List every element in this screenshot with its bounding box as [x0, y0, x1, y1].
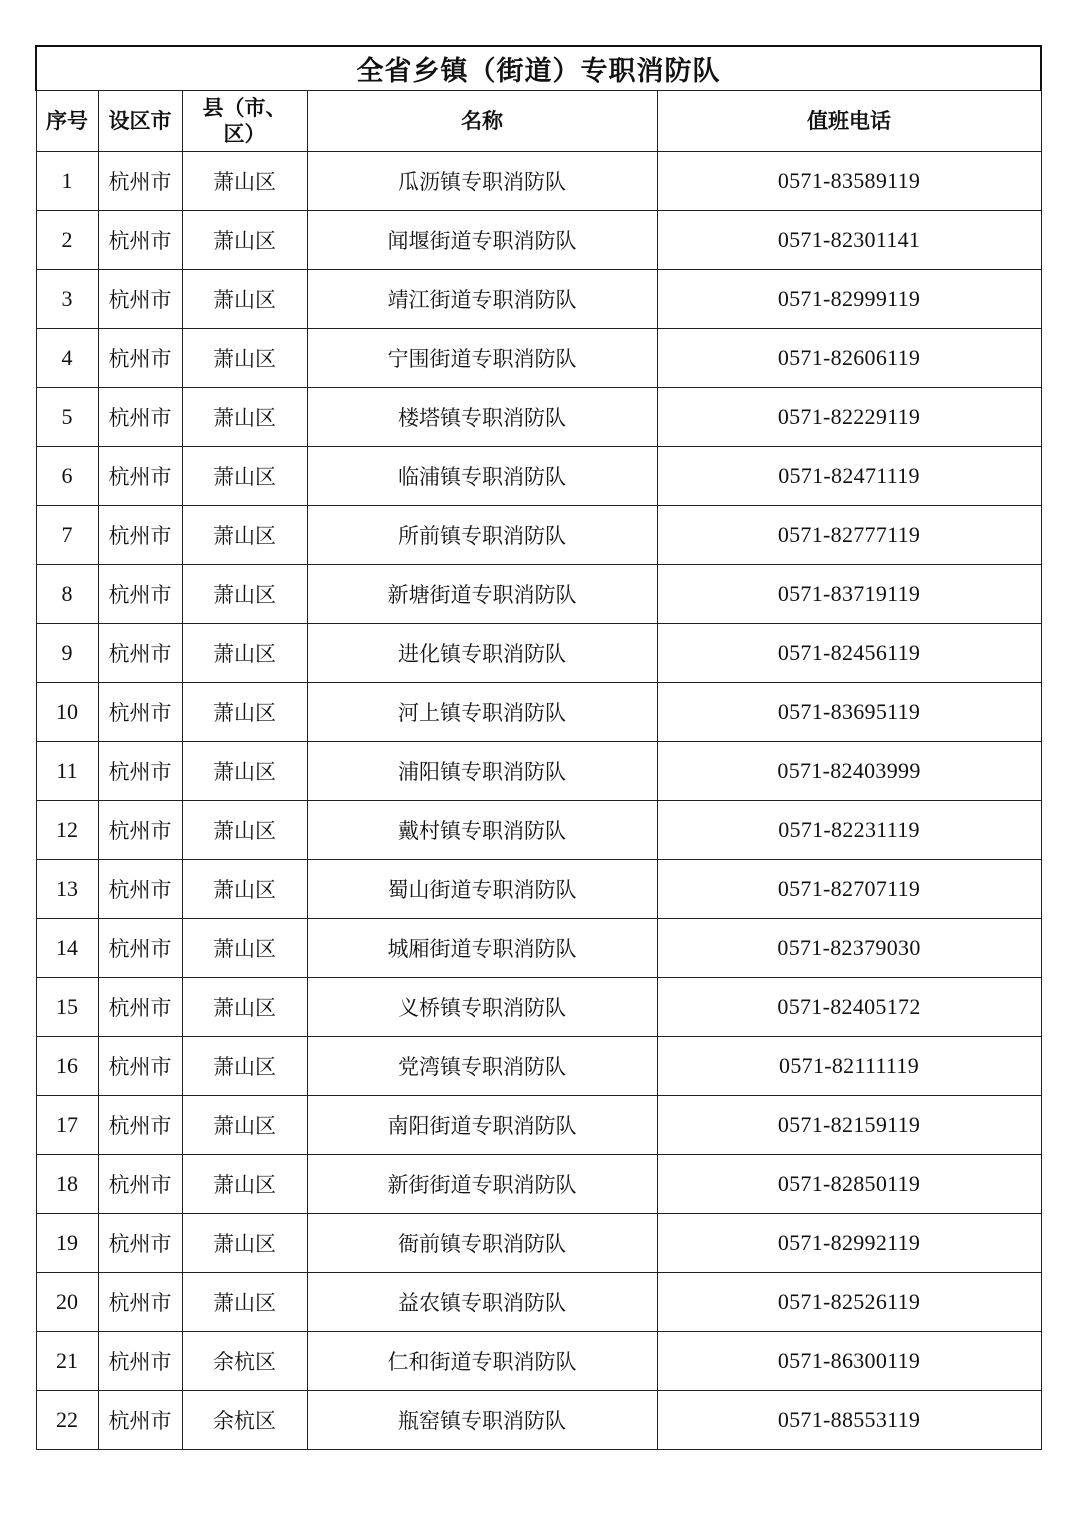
cell-county: 余杭区	[182, 1332, 307, 1391]
cell-county: 萧山区	[182, 152, 307, 211]
table-row	[36, 329, 1041, 388]
header-name: 名称	[307, 91, 657, 152]
cell-city: 杭州市	[98, 211, 182, 270]
header-index: 序号	[36, 91, 98, 152]
table-row	[36, 742, 1041, 801]
header-phone: 值班电话	[657, 91, 1041, 152]
cell-index: 3	[36, 270, 98, 329]
table-row	[36, 152, 1041, 211]
fire-brigade-table-sheet	[35, 45, 1040, 1450]
table-row	[36, 1214, 1041, 1273]
table-row	[36, 1391, 1041, 1450]
table-title: 全省乡镇（街道）专职消防队	[36, 46, 1041, 91]
table-row	[36, 270, 1041, 329]
cell-county: 萧山区	[182, 860, 307, 919]
cell-city: 杭州市	[98, 1273, 182, 1332]
cell-phone: 0571-82992119	[657, 1214, 1041, 1273]
table-row	[36, 978, 1041, 1037]
cell-phone: 0571-82231119	[657, 801, 1041, 860]
cell-name: 仁和街道专职消防队	[307, 1332, 657, 1391]
cell-name: 进化镇专职消防队	[307, 624, 657, 683]
cell-index: 22	[36, 1391, 98, 1450]
cell-city: 杭州市	[98, 565, 182, 624]
cell-name: 浦阳镇专职消防队	[307, 742, 657, 801]
table-row	[36, 1332, 1041, 1391]
cell-phone: 0571-82526119	[657, 1273, 1041, 1332]
cell-county: 萧山区	[182, 978, 307, 1037]
cell-phone: 0571-83719119	[657, 565, 1041, 624]
cell-index: 2	[36, 211, 98, 270]
cell-county: 萧山区	[182, 1155, 307, 1214]
cell-index: 18	[36, 1155, 98, 1214]
cell-county: 萧山区	[182, 211, 307, 270]
cell-phone: 0571-83695119	[657, 683, 1041, 742]
cell-index: 5	[36, 388, 98, 447]
cell-index: 8	[36, 565, 98, 624]
cell-index: 15	[36, 978, 98, 1037]
cell-city: 杭州市	[98, 1037, 182, 1096]
cell-city: 杭州市	[98, 1096, 182, 1155]
cell-phone: 0571-82456119	[657, 624, 1041, 683]
cell-phone: 0571-88553119	[657, 1391, 1041, 1450]
cell-city: 杭州市	[98, 860, 182, 919]
cell-name: 瓶窑镇专职消防队	[307, 1391, 657, 1450]
cell-name: 义桥镇专职消防队	[307, 978, 657, 1037]
cell-index: 4	[36, 329, 98, 388]
cell-city: 杭州市	[98, 1391, 182, 1450]
cell-phone: 0571-82850119	[657, 1155, 1041, 1214]
cell-index: 14	[36, 919, 98, 978]
header-row	[36, 91, 1041, 152]
header-city: 设区市	[98, 91, 182, 152]
table-row	[36, 683, 1041, 742]
table-row	[36, 801, 1041, 860]
cell-index: 17	[36, 1096, 98, 1155]
header-county-line1: 县（市、	[202, 95, 287, 120]
cell-county: 萧山区	[182, 683, 307, 742]
cell-city: 杭州市	[98, 978, 182, 1037]
cell-name: 益农镇专职消防队	[307, 1273, 657, 1332]
cell-city: 杭州市	[98, 329, 182, 388]
cell-phone: 0571-82403999	[657, 742, 1041, 801]
cell-county: 萧山区	[182, 1273, 307, 1332]
cell-phone: 0571-82229119	[657, 388, 1041, 447]
cell-phone: 0571-82379030	[657, 919, 1041, 978]
cell-city: 杭州市	[98, 801, 182, 860]
cell-county: 萧山区	[182, 329, 307, 388]
cell-name: 新塘街道专职消防队	[307, 565, 657, 624]
cell-index: 16	[36, 1037, 98, 1096]
cell-phone: 0571-82111119	[657, 1037, 1041, 1096]
cell-index: 7	[36, 506, 98, 565]
cell-county: 萧山区	[182, 1096, 307, 1155]
table-row	[36, 1155, 1041, 1214]
table-row	[36, 447, 1041, 506]
cell-phone: 0571-83589119	[657, 152, 1041, 211]
header-county-line2: 区）	[223, 121, 266, 146]
cell-index: 6	[36, 447, 98, 506]
cell-index: 9	[36, 624, 98, 683]
cell-name: 河上镇专职消防队	[307, 683, 657, 742]
cell-phone: 0571-82301141	[657, 211, 1041, 270]
cell-county: 萧山区	[182, 624, 307, 683]
fire-brigade-table	[35, 45, 1042, 1450]
cell-county: 萧山区	[182, 1037, 307, 1096]
cell-city: 杭州市	[98, 152, 182, 211]
cell-county: 萧山区	[182, 565, 307, 624]
cell-name: 衙前镇专职消防队	[307, 1214, 657, 1273]
cell-name: 楼塔镇专职消防队	[307, 388, 657, 447]
table-body	[36, 152, 1041, 1450]
cell-index: 12	[36, 801, 98, 860]
cell-county: 萧山区	[182, 919, 307, 978]
cell-phone: 0571-82999119	[657, 270, 1041, 329]
table-row	[36, 211, 1041, 270]
cell-index: 21	[36, 1332, 98, 1391]
cell-name: 南阳街道专职消防队	[307, 1096, 657, 1155]
cell-city: 杭州市	[98, 624, 182, 683]
cell-phone: 0571-82707119	[657, 860, 1041, 919]
cell-index: 10	[36, 683, 98, 742]
cell-name: 新街街道专职消防队	[307, 1155, 657, 1214]
cell-name: 城厢街道专职消防队	[307, 919, 657, 978]
cell-phone: 0571-86300119	[657, 1332, 1041, 1391]
table-row	[36, 919, 1041, 978]
cell-county: 萧山区	[182, 1214, 307, 1273]
table-row	[36, 1096, 1041, 1155]
cell-phone: 0571-82405172	[657, 978, 1041, 1037]
cell-city: 杭州市	[98, 919, 182, 978]
cell-index: 11	[36, 742, 98, 801]
table-row	[36, 1037, 1041, 1096]
cell-phone: 0571-82471119	[657, 447, 1041, 506]
cell-index: 20	[36, 1273, 98, 1332]
cell-city: 杭州市	[98, 270, 182, 329]
table-row	[36, 506, 1041, 565]
cell-city: 杭州市	[98, 388, 182, 447]
cell-city: 杭州市	[98, 683, 182, 742]
table-row	[36, 388, 1041, 447]
cell-name: 靖江街道专职消防队	[307, 270, 657, 329]
cell-city: 杭州市	[98, 1214, 182, 1273]
table-row	[36, 565, 1041, 624]
cell-name: 所前镇专职消防队	[307, 506, 657, 565]
table-row	[36, 1273, 1041, 1332]
cell-index: 1	[36, 152, 98, 211]
cell-city: 杭州市	[98, 506, 182, 565]
cell-name: 戴村镇专职消防队	[307, 801, 657, 860]
cell-city: 杭州市	[98, 1332, 182, 1391]
cell-county: 萧山区	[182, 388, 307, 447]
header-county	[182, 91, 307, 152]
cell-county: 萧山区	[182, 447, 307, 506]
cell-phone: 0571-82777119	[657, 506, 1041, 565]
cell-county: 萧山区	[182, 801, 307, 860]
cell-phone: 0571-82606119	[657, 329, 1041, 388]
cell-city: 杭州市	[98, 742, 182, 801]
cell-index: 19	[36, 1214, 98, 1273]
table-row	[36, 624, 1041, 683]
cell-name: 蜀山街道专职消防队	[307, 860, 657, 919]
cell-index: 13	[36, 860, 98, 919]
cell-county: 余杭区	[182, 1391, 307, 1450]
cell-name: 党湾镇专职消防队	[307, 1037, 657, 1096]
cell-county: 萧山区	[182, 742, 307, 801]
cell-name: 宁围街道专职消防队	[307, 329, 657, 388]
cell-county: 萧山区	[182, 270, 307, 329]
cell-name: 瓜沥镇专职消防队	[307, 152, 657, 211]
cell-name: 闻堰街道专职消防队	[307, 211, 657, 270]
cell-phone: 0571-82159119	[657, 1096, 1041, 1155]
cell-county: 萧山区	[182, 506, 307, 565]
cell-city: 杭州市	[98, 1155, 182, 1214]
table-row	[36, 860, 1041, 919]
cell-city: 杭州市	[98, 447, 182, 506]
cell-name: 临浦镇专职消防队	[307, 447, 657, 506]
